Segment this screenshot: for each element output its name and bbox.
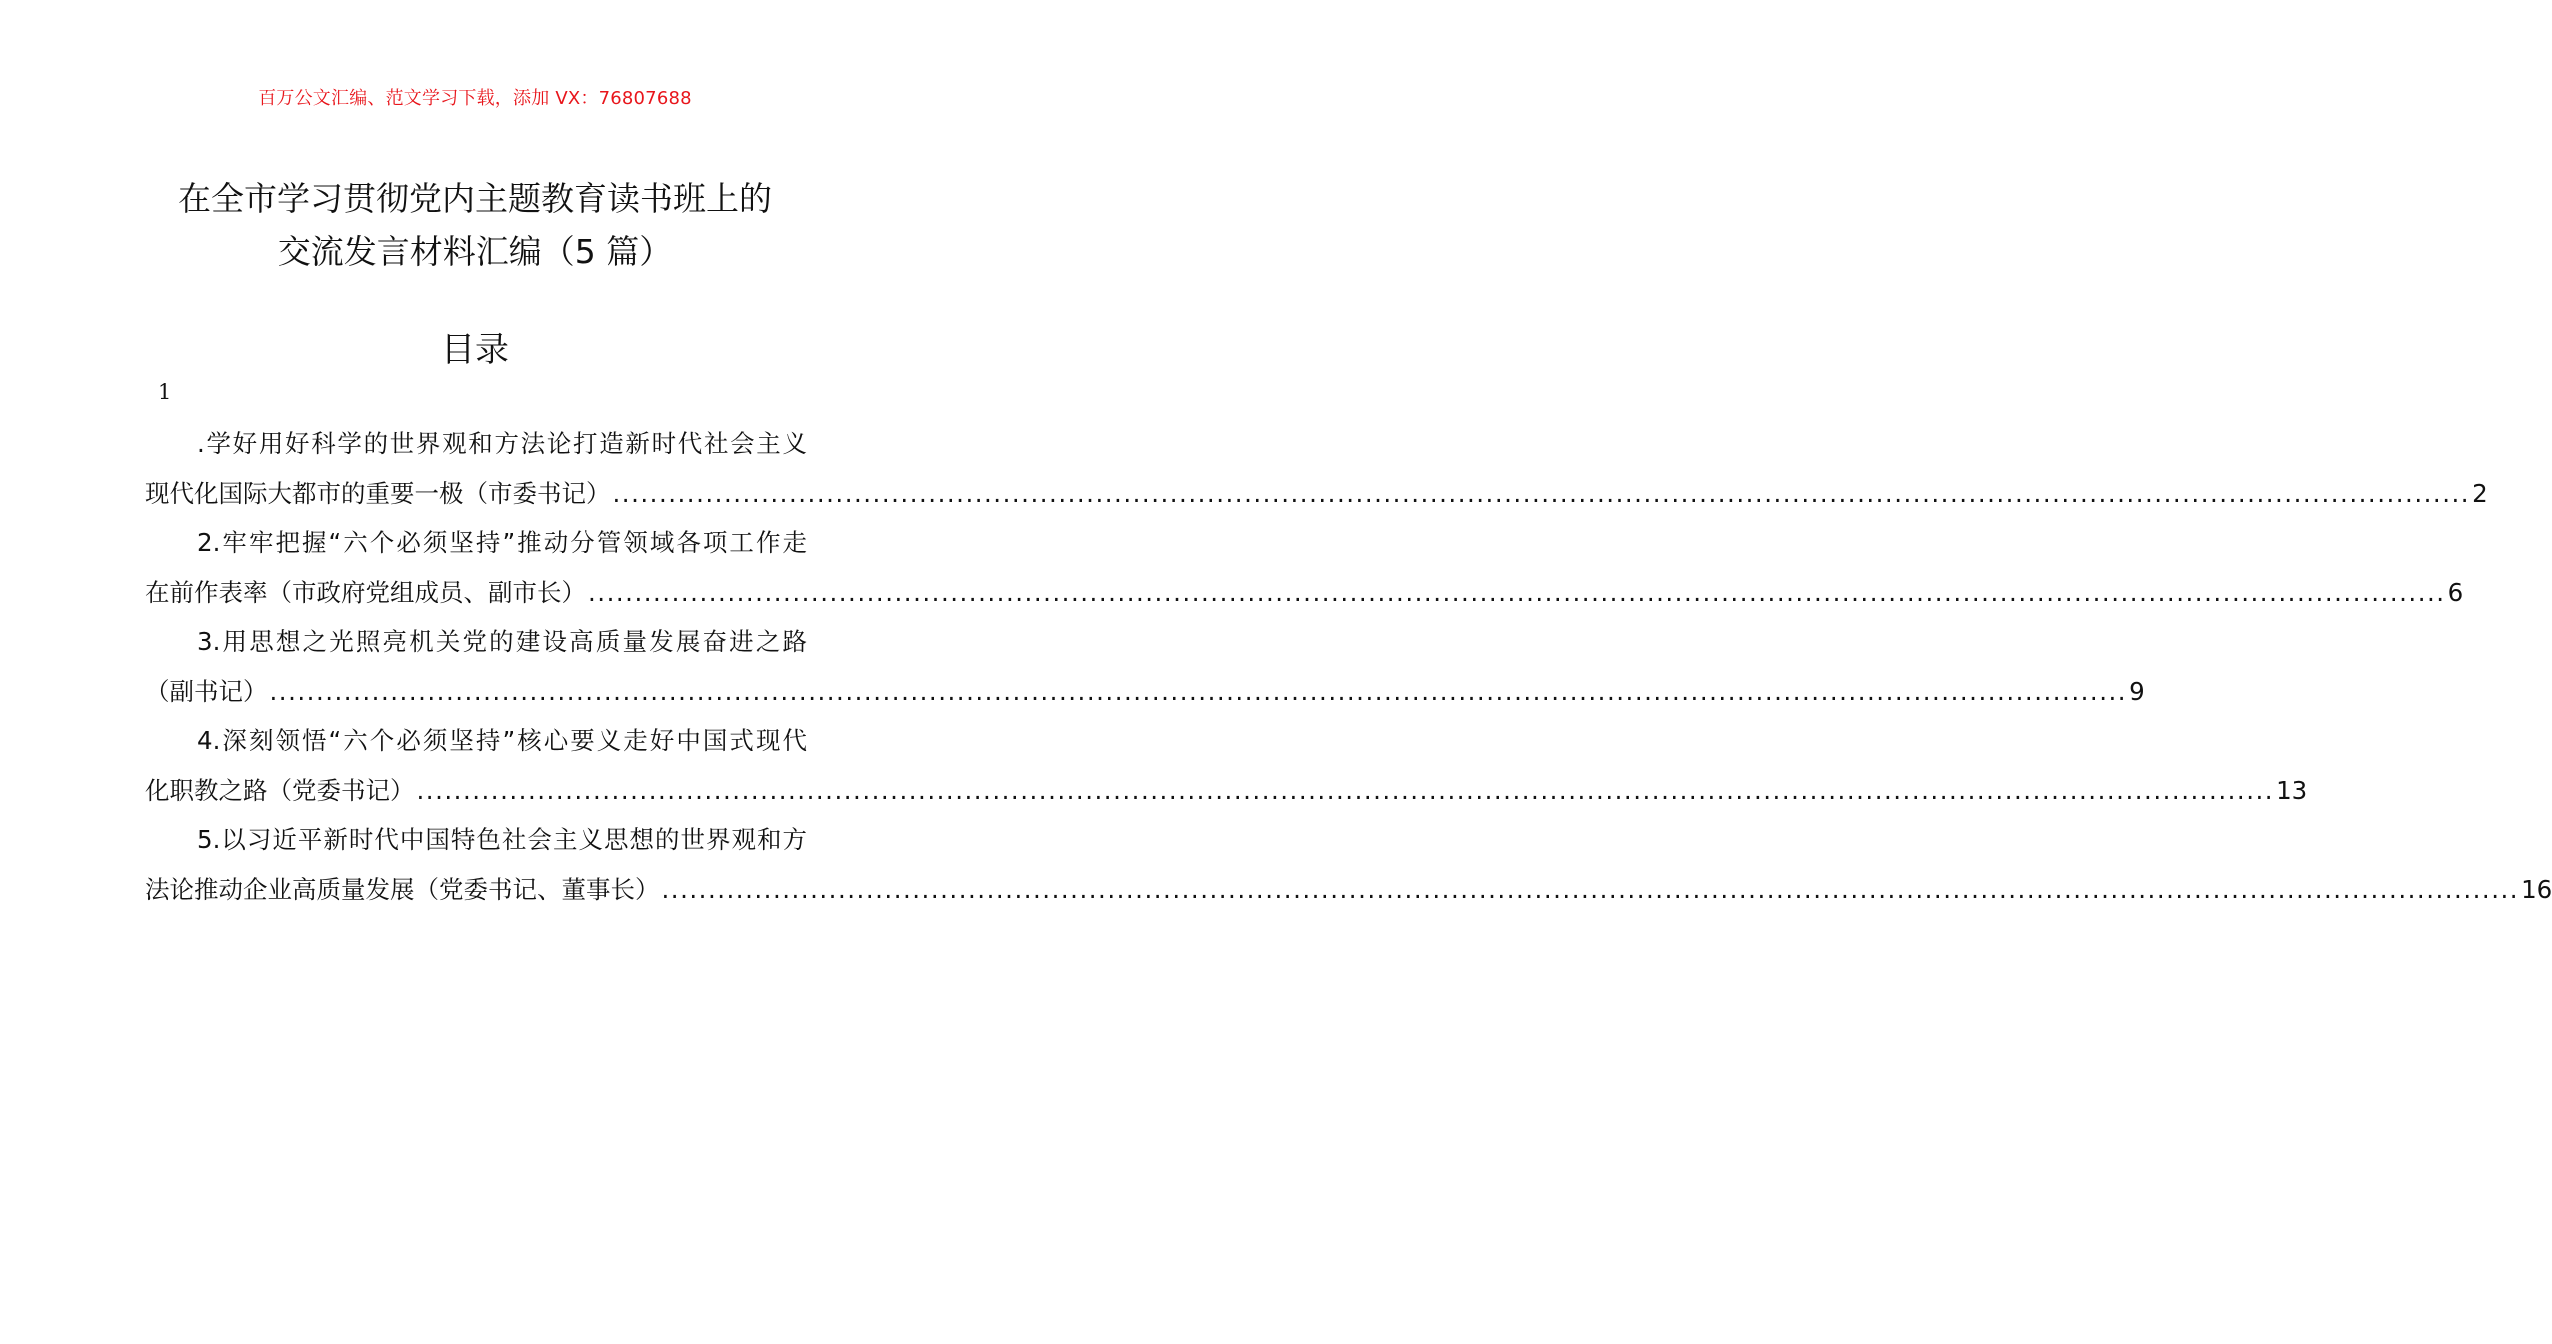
toc-page-number: 13 — [2276, 775, 2308, 805]
toc-entry[interactable] — [145, 716, 2308, 815]
dot-leader: ........................................................................................................................................................................................................ — [416, 775, 2275, 805]
toc-entry-title-cont: 在前作表率（市政府党组成员、副市长） — [145, 577, 586, 607]
dot-leader: ........................................................................................................................................................................................................ — [612, 478, 2471, 508]
header-note: 百万公文汇编、范文学习下载，添加 VX：76807688 — [258, 88, 692, 109]
toc-entry-title-cont: 现代化国际大都市的重要一极（市委书记） — [145, 478, 611, 508]
toc-entry[interactable] — [145, 518, 2464, 617]
toc-page-number: 16 — [2521, 874, 2552, 904]
toc-entry-title: 4.深刻领悟“六个必须坚持”核心要义走好中国式现代 — [197, 726, 807, 755]
toc-heading: 目录 — [441, 330, 509, 370]
document-title — [60, 172, 890, 278]
toc-entry-title: .学好用好科学的世界观和方法论打造新时代社会主义 — [197, 429, 807, 458]
toc-entry-title: 3.用思想之光照亮机关党的建设高质量发展奋进之路 — [197, 627, 807, 656]
dot-leader: ........................................................................................................................................................................................................ — [269, 676, 2128, 706]
toc-entry-title: 5.以习近平新时代中国特色社会主义思想的世界观和方 — [197, 825, 807, 854]
title-line: 在全市学习贯彻党内主题教育读书班上的 — [178, 179, 772, 218]
toc-entry[interactable] — [145, 617, 2145, 716]
title-line: 交流发言材料汇编（5 篇） — [277, 232, 673, 271]
dot-leader: ........................................................................................................................................................................................................ — [661, 874, 2520, 904]
toc-list — [145, 419, 2552, 914]
toc-page-number: 6 — [2447, 577, 2464, 607]
toc-entry[interactable] — [145, 815, 2552, 914]
toc-entry-title-cont: 化职教之路（党委书记） — [145, 775, 415, 805]
toc-entry[interactable] — [145, 419, 2488, 518]
toc-entry-title: 2.牢牢把握“六个必须坚持”推动分管领域各项工作走 — [197, 528, 807, 557]
stray-number: 1 — [158, 380, 172, 404]
toc-entry-title-cont: （副书记） — [145, 676, 268, 706]
toc-page-number: 2 — [2472, 478, 2488, 508]
dot-leader: ........................................................................................................................................................................................................ — [588, 577, 2446, 607]
toc-page-number: 9 — [2129, 676, 2145, 706]
toc-entry-title-cont: 法论推动企业高质量发展（党委书记、董事长） — [145, 874, 660, 904]
